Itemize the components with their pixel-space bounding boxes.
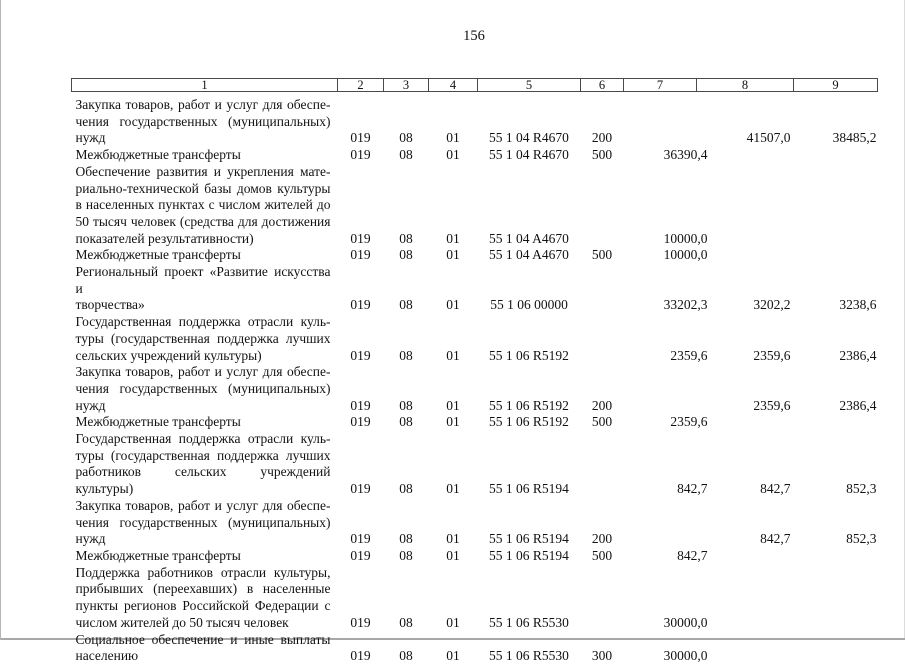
table-row xyxy=(72,264,878,314)
name-line: Государственная поддержка отрасли куль- xyxy=(75,431,331,447)
table-cell-c2 xyxy=(338,364,384,414)
cell-value: 30000,0 xyxy=(663,614,708,630)
cell-value: 019 xyxy=(350,531,371,547)
table-cell-c2 xyxy=(338,548,384,565)
table-cell-c3 xyxy=(384,92,429,148)
table-cell-c3 xyxy=(384,264,429,314)
table-row xyxy=(72,92,878,148)
name-line: Обеспечение развития и укрепления мате- xyxy=(75,163,331,179)
table-cell-c8 xyxy=(697,92,794,148)
cell-value: 08 xyxy=(399,397,413,413)
budget-table xyxy=(71,78,878,665)
table-cell-c5 xyxy=(478,92,581,148)
cell-value: 08 xyxy=(399,414,413,430)
name-line: чения государственных (муниципальных) xyxy=(75,514,331,530)
table-cell-c4 xyxy=(429,92,478,148)
cell-value: 852,3 xyxy=(846,531,877,547)
cell-value: 08 xyxy=(399,614,413,630)
table-cell-c7 xyxy=(624,247,708,264)
cell-value: 852,3 xyxy=(846,481,877,497)
table-cell-c9 xyxy=(794,632,878,665)
name-line: творчества» xyxy=(75,297,145,313)
table-cell-c2 xyxy=(338,632,384,665)
cell-value: 08 xyxy=(399,247,413,263)
table-row xyxy=(72,632,878,665)
column-header-1: 1 xyxy=(72,79,338,92)
cell-value: 019 xyxy=(350,230,371,246)
cell-value: 2386,4 xyxy=(839,347,877,363)
table-cell-c7 xyxy=(624,498,697,548)
table-cell-c7 xyxy=(624,364,697,414)
table-cell-c2 xyxy=(338,264,384,314)
table-cell-c4 xyxy=(429,498,478,548)
column-header-6: 6 xyxy=(581,79,624,92)
cell-value: 55 1 06 R5194 xyxy=(489,547,569,563)
table-cell-c4 xyxy=(429,164,478,248)
name-line: пункты регионов Российской Федерации с xyxy=(75,598,331,614)
name-line: Региональный проект «Развитие искусства и xyxy=(75,264,331,296)
name-line: туры (государственная поддержка лучших xyxy=(75,330,331,346)
cell-value: 30000,0 xyxy=(663,648,708,664)
table-cell-c3 xyxy=(384,364,429,414)
table-cell-c9 xyxy=(794,247,878,264)
cell-value: 500 xyxy=(591,414,613,430)
table-cell-name xyxy=(72,247,338,264)
table-cell-c3 xyxy=(384,498,429,548)
table-cell-c2 xyxy=(338,314,384,364)
table-header xyxy=(72,79,878,92)
name-line: Межбюджетные трансферты xyxy=(75,247,241,263)
table-cell-c2 xyxy=(338,92,384,148)
cell-value: 842,7 xyxy=(760,531,791,547)
table-row xyxy=(72,147,878,164)
name-line: Межбюджетные трансферты xyxy=(75,414,241,430)
table-body xyxy=(72,92,878,665)
cell-value: 500 xyxy=(591,547,613,563)
cell-value: 01 xyxy=(446,230,460,246)
table-cell-c9 xyxy=(794,414,878,431)
cell-value: 01 xyxy=(446,347,460,363)
cell-value: 500 xyxy=(591,147,613,163)
cell-value: 08 xyxy=(399,230,413,246)
table-cell-c6 xyxy=(581,164,624,248)
cell-value: 01 xyxy=(446,414,460,430)
table-cell-name xyxy=(72,414,338,431)
table-row xyxy=(72,548,878,565)
name-line: числом жителей до 50 тысяч человек xyxy=(75,614,289,630)
table-cell-c2 xyxy=(338,498,384,548)
table-cell-c6 xyxy=(581,548,624,565)
table-cell-c2 xyxy=(338,247,384,264)
table-cell-c4 xyxy=(429,364,478,414)
cell-value: 019 xyxy=(350,347,371,363)
table-cell-c8 xyxy=(697,431,794,498)
table-cell-c7 xyxy=(624,431,708,498)
table-row xyxy=(72,414,878,431)
name-line: 50 тысяч человек (средства для достижения xyxy=(75,213,331,229)
cell-value: 33202,3 xyxy=(663,297,708,313)
cell-value: 019 xyxy=(350,614,371,630)
table-cell-c6 xyxy=(581,247,624,264)
name-line: Государственная поддержка отрасли куль- xyxy=(75,314,331,330)
cell-value: 36390,4 xyxy=(663,147,708,163)
name-line: туры (государственная поддержка лучших xyxy=(75,447,331,463)
cell-value: 019 xyxy=(350,547,371,563)
table-cell-c3 xyxy=(384,164,429,248)
table-cell-c6 xyxy=(581,364,624,414)
cell-value: 842,7 xyxy=(677,547,708,563)
cell-value: 01 xyxy=(446,130,460,146)
cell-value: 01 xyxy=(446,247,460,263)
name-line: сельских учреждений культуры) xyxy=(75,347,262,363)
cell-value: 08 xyxy=(399,481,413,497)
table-header-row xyxy=(72,79,878,92)
cell-value: 55 1 06 R5194 xyxy=(489,531,569,547)
table-cell-c2 xyxy=(338,414,384,431)
table-cell-c7 xyxy=(624,547,708,565)
cell-value: 01 xyxy=(446,531,460,547)
table-cell-c3 xyxy=(384,147,429,164)
cell-value: 55 1 04 R4670 xyxy=(489,147,569,163)
table-cell-c6 xyxy=(581,414,624,431)
cell-value: 019 xyxy=(350,414,371,430)
table-cell-c8 xyxy=(697,314,794,364)
cell-value: 3238,6 xyxy=(839,297,877,313)
cell-value: 08 xyxy=(399,297,413,313)
cell-value: 019 xyxy=(350,397,371,413)
cell-value: 019 xyxy=(350,247,371,263)
cell-value: 01 xyxy=(446,397,460,413)
table-cell-c9 xyxy=(794,92,878,148)
table-cell-c4 xyxy=(429,548,478,565)
table-cell-c8 xyxy=(697,632,794,665)
name-line: нужд xyxy=(75,130,106,146)
cell-value: 300 xyxy=(591,648,613,664)
name-line: Социальное обеспечение и иные выплаты xyxy=(75,631,331,647)
table-row xyxy=(72,314,878,364)
cell-value: 01 xyxy=(446,297,460,313)
column-header-7: 7 xyxy=(624,79,697,92)
name-line: работников сельских учреждений культуры) xyxy=(75,464,331,497)
table-cell-name xyxy=(72,314,338,364)
name-line: Закупка товаров, работ и услуг для обеспе- xyxy=(75,97,331,112)
name-line: в населенных пунктах с числом жителей до xyxy=(75,197,331,213)
table-cell-c5 xyxy=(478,314,581,364)
name-line: Поддержка работников отрасли культуры, xyxy=(75,564,331,580)
name-line: чения государственных (муниципальных) xyxy=(75,113,331,129)
table-cell-c8 xyxy=(697,548,794,565)
name-line: нужд xyxy=(75,397,106,413)
column-header-2: 2 xyxy=(338,79,384,92)
cell-value: 08 xyxy=(399,130,413,146)
table-cell-c5 xyxy=(478,147,581,164)
table-cell-c4 xyxy=(429,431,478,498)
table-cell-c7 xyxy=(624,314,708,364)
table-cell-c9 xyxy=(794,364,878,414)
cell-value: 842,7 xyxy=(677,481,708,497)
table-cell-name xyxy=(72,364,338,414)
table-cell-c5 xyxy=(478,264,581,314)
cell-value: 019 xyxy=(350,481,371,497)
table-cell-c6 xyxy=(581,498,624,548)
table-cell-c7 xyxy=(624,414,708,431)
table-cell-c8 xyxy=(697,498,794,548)
name-line: прибывших (переехавших) в населенные xyxy=(75,581,331,597)
table-cell-c8 xyxy=(697,364,794,414)
table-cell-c9 xyxy=(794,147,878,164)
table-cell-name xyxy=(72,548,338,565)
name-line: Закупка товаров, работ и услуг для обеспе- xyxy=(75,364,331,380)
table-cell-c9 xyxy=(794,548,878,565)
cell-value: 55 1 06 R5530 xyxy=(489,648,569,664)
table-cell-c5 xyxy=(478,364,581,414)
cell-value: 019 xyxy=(350,147,371,163)
cell-value: 10000,0 xyxy=(663,247,708,263)
table-row xyxy=(72,431,878,498)
cell-value: 10000,0 xyxy=(663,230,708,246)
table-cell-c3 xyxy=(384,431,429,498)
name-line: нужд xyxy=(75,531,106,547)
column-header-3: 3 xyxy=(384,79,429,92)
name-line: риально-технической базы домов культуры xyxy=(75,180,331,196)
table-cell-c9 xyxy=(794,498,878,548)
cell-value: 200 xyxy=(591,397,613,413)
table-cell-c4 xyxy=(429,565,478,632)
table-cell-c7 xyxy=(624,92,697,148)
table-cell-c6 xyxy=(581,92,624,148)
cell-value: 2386,4 xyxy=(839,397,877,413)
cell-value: 2359,6 xyxy=(753,397,791,413)
table-cell-c4 xyxy=(429,314,478,364)
table-cell-c5 xyxy=(478,414,581,431)
cell-value: 01 xyxy=(446,147,460,163)
column-header-8: 8 xyxy=(697,79,794,92)
table-cell-c6 xyxy=(581,314,624,364)
page-number: 156 xyxy=(463,28,485,44)
table-cell-c7 xyxy=(624,147,708,164)
table-row xyxy=(72,565,878,632)
table-cell-name xyxy=(72,92,338,148)
cell-value: 2359,6 xyxy=(753,347,791,363)
table-cell-c6 xyxy=(581,147,624,164)
table-cell-c9 xyxy=(794,164,878,248)
table-cell-c8 xyxy=(697,247,794,264)
cell-value: 200 xyxy=(591,531,613,547)
table-cell-c3 xyxy=(384,548,429,565)
cell-value: 08 xyxy=(399,347,413,363)
table-cell-name xyxy=(72,431,338,498)
cell-value: 55 1 06 R5192 xyxy=(489,347,569,363)
name-line: Межбюджетные трансферты xyxy=(75,147,241,163)
table-cell-name xyxy=(72,565,338,632)
table-cell-c4 xyxy=(429,247,478,264)
name-line: показателей результативности) xyxy=(75,230,254,246)
table-cell-c4 xyxy=(429,147,478,164)
table-cell-name xyxy=(72,164,338,248)
name-line: Закупка товаров, работ и услуг для обеспе- xyxy=(75,497,331,513)
name-line: Межбюджетные трансферты xyxy=(75,547,241,563)
table-cell-c7 xyxy=(624,264,708,314)
table-cell-c5 xyxy=(478,164,581,248)
table-cell-c3 xyxy=(384,314,429,364)
cell-value: 01 xyxy=(446,648,460,664)
cell-value: 019 xyxy=(350,130,371,146)
cell-value: 55 1 06 R5192 xyxy=(489,397,569,413)
table-cell-c9 xyxy=(794,565,878,632)
table-cell-c2 xyxy=(338,565,384,632)
table-cell-c5 xyxy=(478,498,581,548)
table-cell-c7 xyxy=(624,565,708,632)
cell-value: 2359,6 xyxy=(670,414,708,430)
cell-value: 3202,2 xyxy=(753,297,791,313)
cell-value: 019 xyxy=(350,648,371,664)
cell-value: 55 1 04 A4670 xyxy=(489,230,569,246)
table-row xyxy=(72,364,878,414)
table-cell-c4 xyxy=(429,414,478,431)
table-cell-c6 xyxy=(581,632,624,665)
column-header-9: 9 xyxy=(794,79,878,92)
table-cell-c2 xyxy=(338,164,384,248)
table-cell-name xyxy=(72,147,338,164)
table-cell-c8 xyxy=(697,164,794,248)
column-header-5: 5 xyxy=(478,79,581,92)
cell-value: 019 xyxy=(350,297,371,313)
cell-value: 38485,2 xyxy=(832,130,877,146)
cell-value: 200 xyxy=(591,130,613,146)
name-line: населению xyxy=(75,648,139,664)
table-cell-c5 xyxy=(478,565,581,632)
table-cell-c8 xyxy=(697,414,794,431)
table-cell-c6 xyxy=(581,431,624,498)
table-cell-c8 xyxy=(697,565,794,632)
table-cell-c6 xyxy=(581,264,624,314)
table-cell-c3 xyxy=(384,632,429,665)
table-cell-c6 xyxy=(581,565,624,632)
cell-value: 55 1 04 R4670 xyxy=(489,130,569,146)
cell-value: 55 1 06 R5194 xyxy=(489,481,569,497)
column-header-4: 4 xyxy=(429,79,478,92)
cell-value: 01 xyxy=(446,547,460,563)
table-cell-c5 xyxy=(478,632,581,665)
table-cell-c7 xyxy=(624,164,708,248)
name-line: чения государственных (муниципальных) xyxy=(75,380,331,396)
table-cell-name xyxy=(72,264,338,314)
table-cell-c5 xyxy=(478,548,581,565)
table-cell-c4 xyxy=(429,264,478,314)
cell-value: 08 xyxy=(399,547,413,563)
cell-value: 55 1 06 R5530 xyxy=(489,614,569,630)
cell-value: 2359,6 xyxy=(670,347,708,363)
table-cell-c7 xyxy=(624,632,708,665)
cell-value: 842,7 xyxy=(760,481,791,497)
table-cell-c3 xyxy=(384,247,429,264)
cell-value: 55 1 06 00000 xyxy=(490,297,568,313)
table-cell-name xyxy=(72,632,338,665)
table-cell-c9 xyxy=(794,431,878,498)
table-cell-c4 xyxy=(429,632,478,665)
table-row xyxy=(72,247,878,264)
table-cell-c9 xyxy=(794,314,878,364)
table-cell-c2 xyxy=(338,431,384,498)
cell-value: 08 xyxy=(399,531,413,547)
table-cell-c3 xyxy=(384,414,429,431)
table-cell-c5 xyxy=(478,247,581,264)
cell-value: 01 xyxy=(446,481,460,497)
table-cell-c9 xyxy=(794,264,878,314)
cell-value: 08 xyxy=(399,648,413,664)
table-cell-name xyxy=(72,498,338,548)
table-cell-c8 xyxy=(697,264,794,314)
cell-value: 500 xyxy=(591,247,613,263)
table-cell-c8 xyxy=(697,147,794,164)
cell-value: 55 1 04 A4670 xyxy=(489,247,569,263)
cell-value: 01 xyxy=(446,614,460,630)
table-row xyxy=(72,164,878,248)
table-cell-c5 xyxy=(478,431,581,498)
cell-value: 41507,0 xyxy=(746,130,791,146)
cell-value: 55 1 06 R5192 xyxy=(489,414,569,430)
table-cell-c2 xyxy=(338,147,384,164)
cell-value: 08 xyxy=(399,147,413,163)
table-cell-c3 xyxy=(384,565,429,632)
table-row xyxy=(72,498,878,548)
